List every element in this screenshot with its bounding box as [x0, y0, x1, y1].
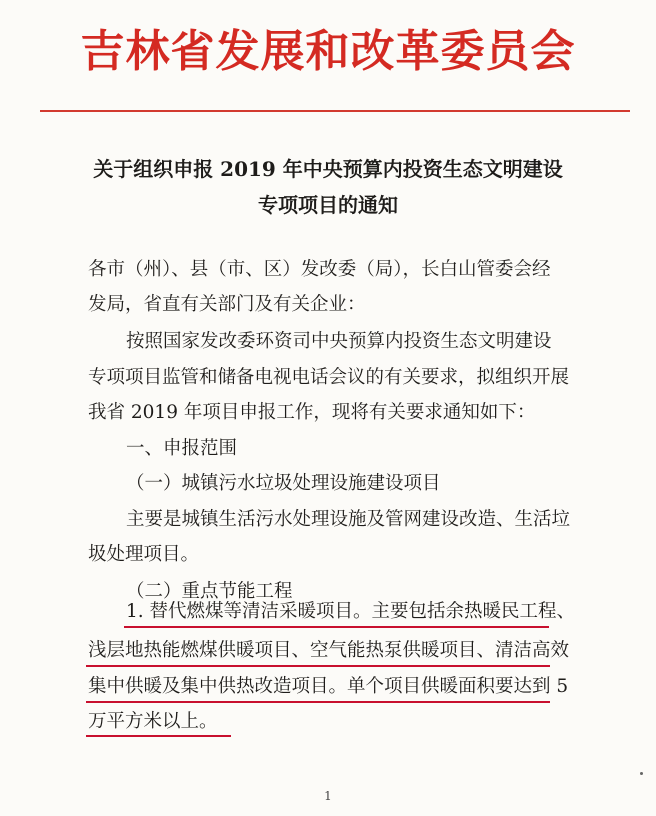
item1-line1: 1. 替代燃煤等清洁采暖项目。主要包括余热暖民工程、 — [126, 601, 576, 622]
sub2-heading: （二）重点节能工程 — [126, 581, 293, 602]
addressee-line2: 发局，省直有关部门及有关企业： — [88, 294, 366, 315]
highlight-underline — [86, 665, 550, 667]
highlight-underline — [86, 701, 550, 703]
page-number: 1 — [324, 789, 332, 803]
section1-heading: 一、申报范围 — [126, 438, 238, 459]
item1-line3: 集中供暖及集中供热改造项目。单个项目供暖面积要达到 5 — [88, 676, 569, 697]
scan-mark — [640, 772, 643, 775]
addressee-line1: 各市（州）、县（市、区）发改委（局），长白山管委会经 — [88, 259, 551, 280]
highlight-underline — [124, 626, 549, 628]
sub1-text-line1: 主要是城镇生活污水处理设施及管网建设改造、生活垃 — [126, 509, 571, 530]
sub1-heading: （一）城镇污水垃圾处理设施建设项目 — [126, 473, 441, 494]
sub1-text-line2: 圾处理项目。 — [88, 544, 200, 565]
item1-line4: 万平方米以上。 — [88, 711, 218, 732]
item1-line2: 浅层地热能燃煤供暖项目、空气能热泵供暖项目、清洁高效 — [88, 640, 570, 661]
intro-line2: 专项项目监管和储备电视电话会议的有关要求，拟组织开展 — [88, 367, 570, 388]
letterhead-title: 吉林省发展和改革委员会 — [80, 26, 576, 77]
notice-title-line1: 关于组织申报 2019 年中央预算内投资生态文明建设 — [93, 157, 563, 181]
highlight-underline — [86, 735, 231, 737]
intro-line1: 按照国家发改委环资司中央预算内投资生态文明建设 — [126, 331, 552, 352]
letterhead-rule — [40, 110, 630, 112]
intro-line3: 我省 2019 年项目申报工作，现将有关要求通知如下： — [88, 402, 536, 423]
notice-title-line2: 专项项目的通知 — [258, 193, 398, 217]
